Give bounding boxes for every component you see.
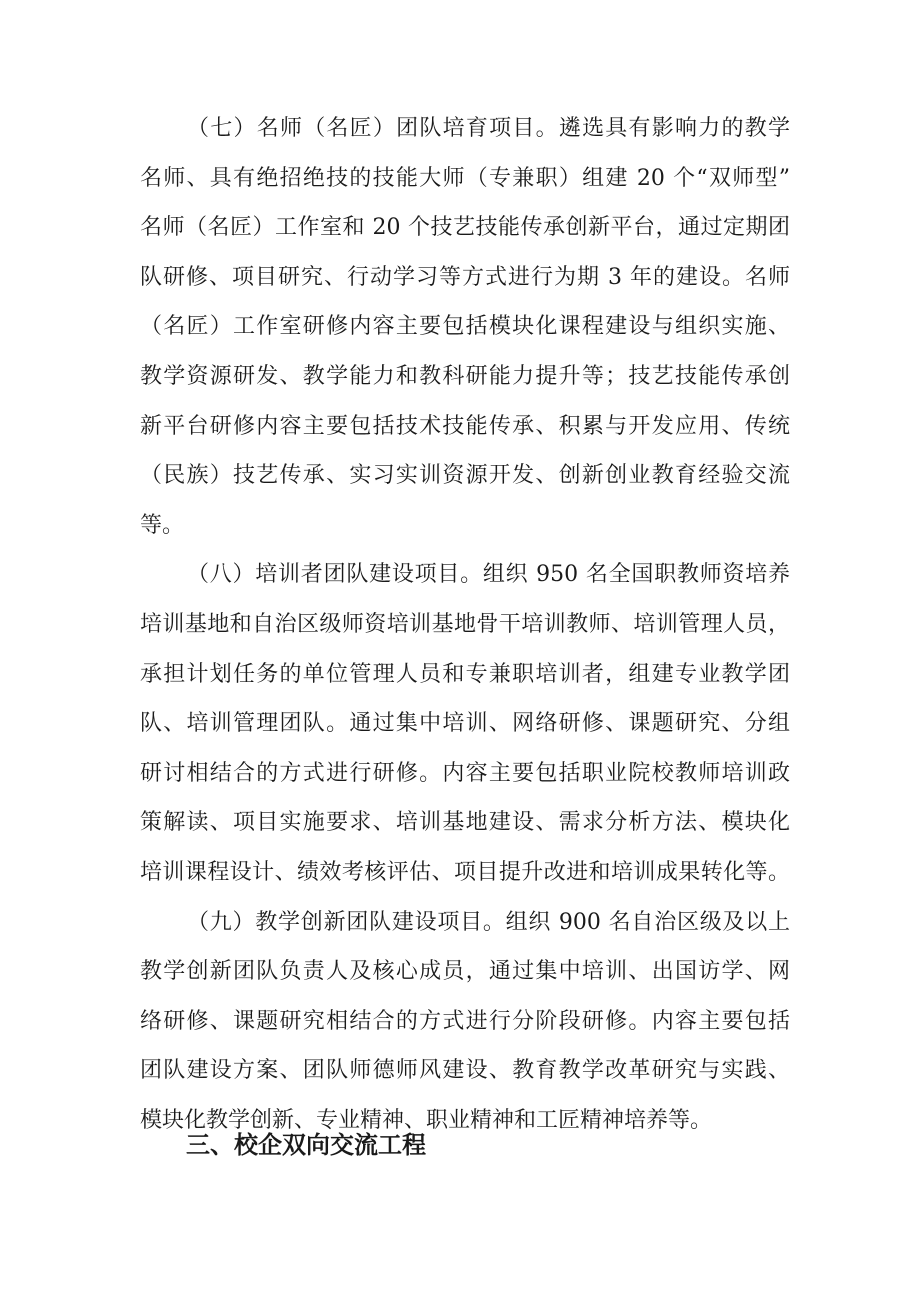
- paragraph-line: 络研修、课题研究相结合的方式进行分阶段研修。内容主要包括: [140, 1008, 790, 1034]
- paragraph-line: 培训课程设计、绩效考核评估、项目提升改进和培训成果转化等。: [140, 859, 790, 885]
- paragraph-line: 教学创新团队负责人及核心成员，通过集中培训、出国访学、网: [140, 959, 790, 985]
- paragraph-line: 承担计划任务的单位管理人员和专兼职培训者，组建专业教学团: [140, 661, 790, 687]
- paragraph-line: 等。: [140, 512, 185, 538]
- paragraph-9: [140, 898, 790, 1146]
- paragraph-line: 队、培训管理团队。通过集中培训、网络研修、课题研究、分组: [140, 711, 790, 737]
- paragraph-7: [140, 104, 790, 550]
- paragraph-line: 名师（名匠）工作室和 20 个技艺技能传承创新平台，通过定期团: [140, 215, 790, 241]
- paragraph-line: （八）培训者团队建设项目。组织 950 名全国职教师资培养: [187, 562, 790, 588]
- section-heading: 三、校企双向交流工程: [186, 1131, 426, 1159]
- paragraph-line: 培训基地和自治区级师资培训基地骨干培训教师、培训管理人员，: [140, 611, 790, 637]
- paragraph-line: 策解读、项目实施要求、培训基地建设、需求分析方法、模块化: [140, 810, 790, 836]
- paragraph-line: 队研修、项目研究、行动学习等方式进行为期 3 年的建设。名师: [140, 264, 790, 290]
- paragraph-line: 名师、具有绝招绝技的技能大师（专兼职）组建 20 个“双师型”: [140, 165, 790, 191]
- paragraph-line: （九）教学创新团队建设项目。组织 900 名自治区级及以上: [187, 909, 790, 935]
- paragraph-line: （名匠）工作室研修内容主要包括模块化课程建设与组织实施、: [140, 314, 790, 340]
- paragraph-line: （民族）技艺传承、实习实训资源开发、创新创业教育经验交流: [140, 463, 790, 489]
- paragraph-line: 研讨相结合的方式进行研修。内容主要包括职业院校教师培训政: [140, 760, 790, 786]
- paragraph-line: 新平台研修内容主要包括技术技能传承、积累与开发应用、传统: [140, 413, 790, 439]
- paragraph-8: [140, 550, 790, 897]
- paragraph-line: 教学资源研发、教学能力和教科研能力提升等；技艺技能传承创: [140, 363, 790, 389]
- paragraph-line: 模块化教学创新、专业精神、职业精神和工匠精神培养等。: [140, 1107, 713, 1133]
- document-body: [140, 104, 790, 1145]
- paragraph-line: 团队建设方案、团队师德师风建设、教育教学改革研究与实践、: [140, 1058, 790, 1084]
- paragraph-line: （七）名师（名匠）团队培育项目。遴选具有影响力的教学: [187, 116, 790, 141]
